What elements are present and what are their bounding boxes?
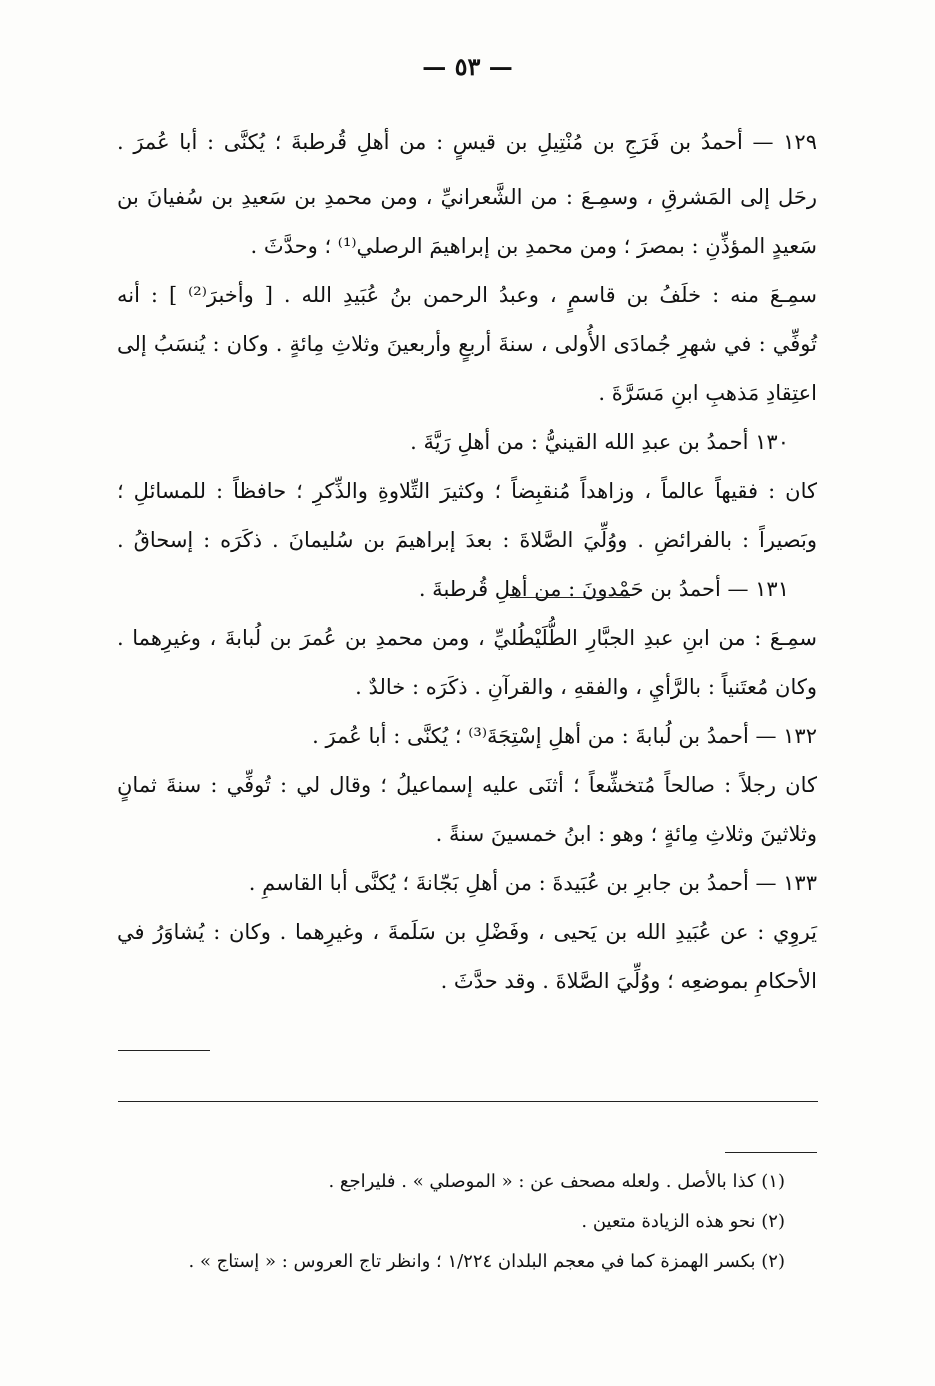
text-line: وثلاثينَ وثلاثِ مِائةٍ ؛ وهو : ابنُ خمسينَ سنةً .	[435, 822, 817, 846]
footnote-separator	[725, 1152, 817, 1153]
text-line: رحَل إلى المَشرقِ ، وسمِـعَ : من الشَّعرانيِّ ، ومن محمدِ بن سَعيدِ بن سُفيانَ بن	[117, 185, 817, 209]
text-line: الأحكامِ بموضعِه ؛ ووُلِّيَ الصَّلاةَ . وقد حدَّثَ .	[440, 969, 817, 993]
page-number: — ٥٣ —	[422, 52, 513, 81]
text-line: سمِـعَ : من ابنِ عبدِ الجبَّارِ الطُّلَيْطُليِّ ، ومن محمدِ بن عُمرَ بن لُبابةَ ، وغيرِهما .	[117, 626, 817, 650]
text-line: كان : فقيهاً عالماً ، وزاهداً مُنقبِضاً ؛ وكثيرَ التِّلاوةِ والذِّكرِ ؛ حافظاً : للمسائلِ ؛	[117, 479, 817, 503]
footnotes	[125, 1162, 785, 1282]
entry-132-heading: ١٣٢ — أحمدُ بن لُبابةَ : من أهلِ إسْتِجَةَ⁽³⁾ ؛ يُكنَّى : أبا عُمرَ .	[312, 724, 817, 748]
text-line: يَروِي : عن عُبَيدِ الله بن يَحيى ، وفَضْلِ بن سَلَمةَ ، وغيرِهما . وكان : يُشاوَرُ في	[117, 920, 817, 944]
footnote: (٢) بكسر الهمزة كما في معجم البلدان ١/٢٢٤ ؛ وانظر تاج العروس : « إستاج » .	[188, 1251, 785, 1272]
handwritten-underline	[118, 1050, 210, 1051]
handwritten-underline	[118, 1101, 818, 1102]
footnote: (١) كذا بالأصل . ولعله مصحف عن : « الموصلي » . فليراجع .	[328, 1171, 785, 1192]
text-line: اعتِقادِ مَذهبِ ابنِ مَسَرَّةَ .	[598, 381, 817, 405]
text-line: تُوفِّي : في شهرِ جُمادَى الأُولى ، سنةَ أربعٍ وأربعينَ وثلاثِ مِائةٍ . وكان : يُنسَبُ إلى	[117, 332, 817, 356]
text-line: سمِـعَ منه : خلَفُ بن قاسمٍ ، وعبدُ الرحمن بنُ عُبَيدِ الله . [ وأخبرَ⁽²⁾ ] : أنه	[117, 283, 817, 307]
footnote: (٢) نحو هذه الزيادة متعين .	[581, 1211, 785, 1232]
entry-133-heading: ١٣٣ — أحمدُ بن جابرِ بن عُبَيدةَ : من أهلِ بَجّانةَ ؛ يُكنَّى أبا القاسمِ .	[248, 871, 817, 895]
handwritten-underline	[510, 597, 630, 598]
entry-130-heading: ١٣٠ أحمدُ بن عبدِ الله القينيُّ : من أهلِ رَيَّةَ .	[410, 430, 789, 454]
text-line: كان رجلاً : صالحاً مُتخشِّعاً ؛ أثنَى عليه إسماعيلُ ؛ وقال لي : تُوفِّي : سنةَ ثمانٍ	[117, 773, 817, 797]
entry-131-heading: ١٣١ — أحمدُ بن حَمْدونَ : من أهلِ قُرطبةَ .	[418, 577, 789, 601]
entry-129-heading: ١٢٩ — أحمدُ بن فَرَجِ بن مُنْتِيلِ بن قيسٍ : من أهلِ قُرطبةَ ؛ يُكنَّى : أبا عُمرَ .	[117, 130, 817, 154]
text-line: وبَصيراً : بالفرائضِ . ووُلِّيَ الصَّلاةَ : بعدَ إبراهيمَ بن سُليمانَ . ذكَرَه : إسحاقُ .	[117, 528, 817, 552]
text-line: سَعيدٍ المؤذِّنِ : بمصرَ ؛ ومن محمدِ بن إبراهيمَ الرصلي⁽¹⁾ ؛ وحدَّثَ .	[250, 234, 817, 258]
body-text	[117, 118, 817, 1006]
text-line: وكان مُعتَنياً : بالرَّأيِ ، والفقهِ ، والقرآنِ . ذكَرَه : خالدٌ .	[355, 675, 817, 699]
